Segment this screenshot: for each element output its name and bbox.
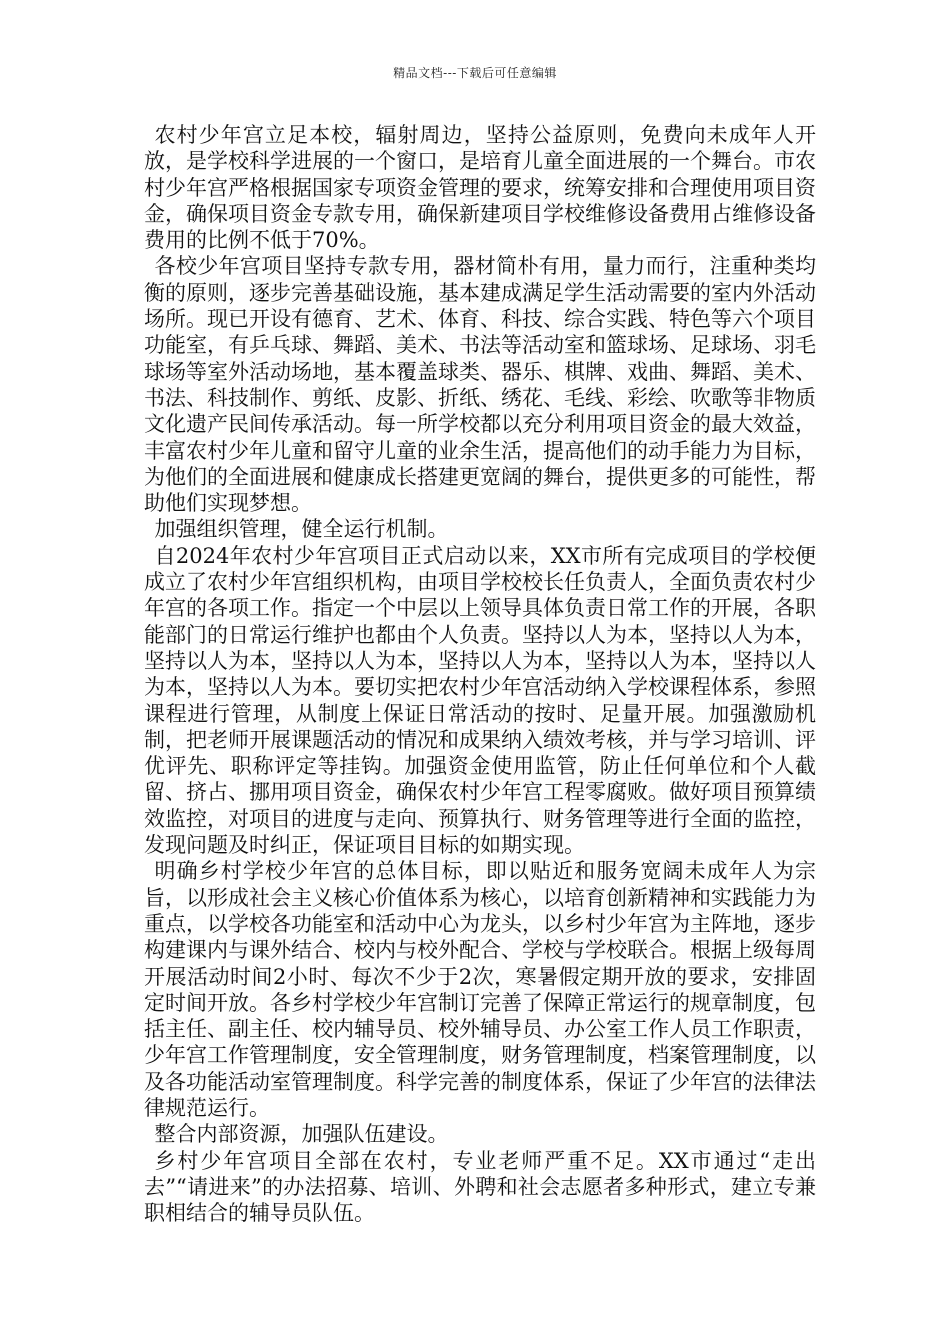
- paragraph-staffing: 乡村少年宫项目全部在农村，专业老师严重不足。XX市通过“走出去”“请进来”的办法招募、培训、外聘和社会志愿者多种形式，建立专兼职相结合的辅导员队伍。: [144, 1148, 816, 1226]
- paragraph-goals: 明确乡村学校少年宫的总体目标，即以贴近和服务宽阔未成年人为宗旨，以形成社会主义核心价值体系为核心，以培育创新精神和实践能力为重点，以学校各功能室和活动中心为龙头，以乡村少年宫为主阵地，逐步构建课内与课外结合、校内与校外配合、学校与学校联合。根据上级每周开展活动时间2小时、每次不少于2次，寒暑假定期开放的要求，安排固定时间开放。各乡村学校少年宫制订完善了保障正常运行的规章制度，包括主任、副主任、校内辅导员、校外辅导员、办公室工作人员工作职责，少年宫工作管理制度，安全管理制度，财务管理制度，档案管理制度，以及各功能活动室管理制度。科学完善的制度体系，保证了少年宫的法律法律规范运行。: [144, 859, 816, 1120]
- page-header: 精品文档---下载后可任意编辑: [393, 66, 557, 80]
- section-heading-organization: 加强组织管理，健全运行机制。: [154, 517, 449, 542]
- paragraph-funding: 农村少年宫立足本校，辐射周边，坚持公益原则，免费向未成年人开放，是学校科学进展的一个窗口，是培育儿童全面进展的一个舞台。市农村少年宫严格根据国家专项资金管理的要求，统筹安排和合理使用项目资金，确保项目资金专款专用，确保新建项目学校维修设备费用占维修设备费用的比例不低于70%。: [144, 123, 816, 253]
- document-body: [144, 122, 816, 1226]
- paragraph-facilities: 各校少年宫项目坚持专款专用，器材简朴有用，量力而行，注重种类均衡的原则，逐步完善基础设施，基本建成满足学生活动需要的室内外活动场所。现已开设有德育、艺术、体育、科技、综合实践、特色等六个项目功能室，有乒乓球、舞蹈、美术、书法等活动室和篮球场、足球场、羽毛球场等室外活动场地，基本覆盖球类、器乐、棋牌、戏曲、舞蹈、美术、书法、科技制作、剪纸、皮影、折纸、绣花、毛线、彩绘、吹歌等非物质文化遗产民间传承活动。每一所学校都以充分利用项目资金的最大效益，丰富农村少年儿童和留守儿童的业余生活，提高他们的动手能力为目标，为他们的全面进展和健康成长搭建更宽阔的舞台，提供更多的可能性，帮助他们实现梦想。: [144, 254, 816, 516]
- section-heading-resources: 整合内部资源，加强队伍建设。: [154, 1122, 449, 1147]
- paragraph-organization: 自2024年农村少年宫项目正式启动以来，XX市所有完成项目的学校便成立了农村少年宫组织机构，由项目学校校长任负责人，全面负责农村少年宫的各项工作。指定一个中层以上领导具体负责日常工作的开展，各职能部门的日常运行维护也都由个人负责。坚持以人为本，坚持以人为本，坚持以人为本，坚持以人为本，坚持以人为本，坚持以人为本，坚持以人为本，坚持以人为本。要切实把农村少年宫活动纳入学校课程体系，参照课程进行管理，从制度上保证日常活动的按时、足量开展。加强激励机制，把老师开展课题活动的情况和成果纳入绩效考核，并与学习培训、评优评先、职称评定等挂钩。加强资金使用监管，防止任何单位和个人截留、挤占、挪用项目资金，确保农村少年宫工程零腐败。做好项目预算绩效监控，对项目的进度与走向、预算执行、财务管理等进行全面的监控，发现问题及时纠正，保证项目目标的如期实现。: [144, 543, 816, 858]
